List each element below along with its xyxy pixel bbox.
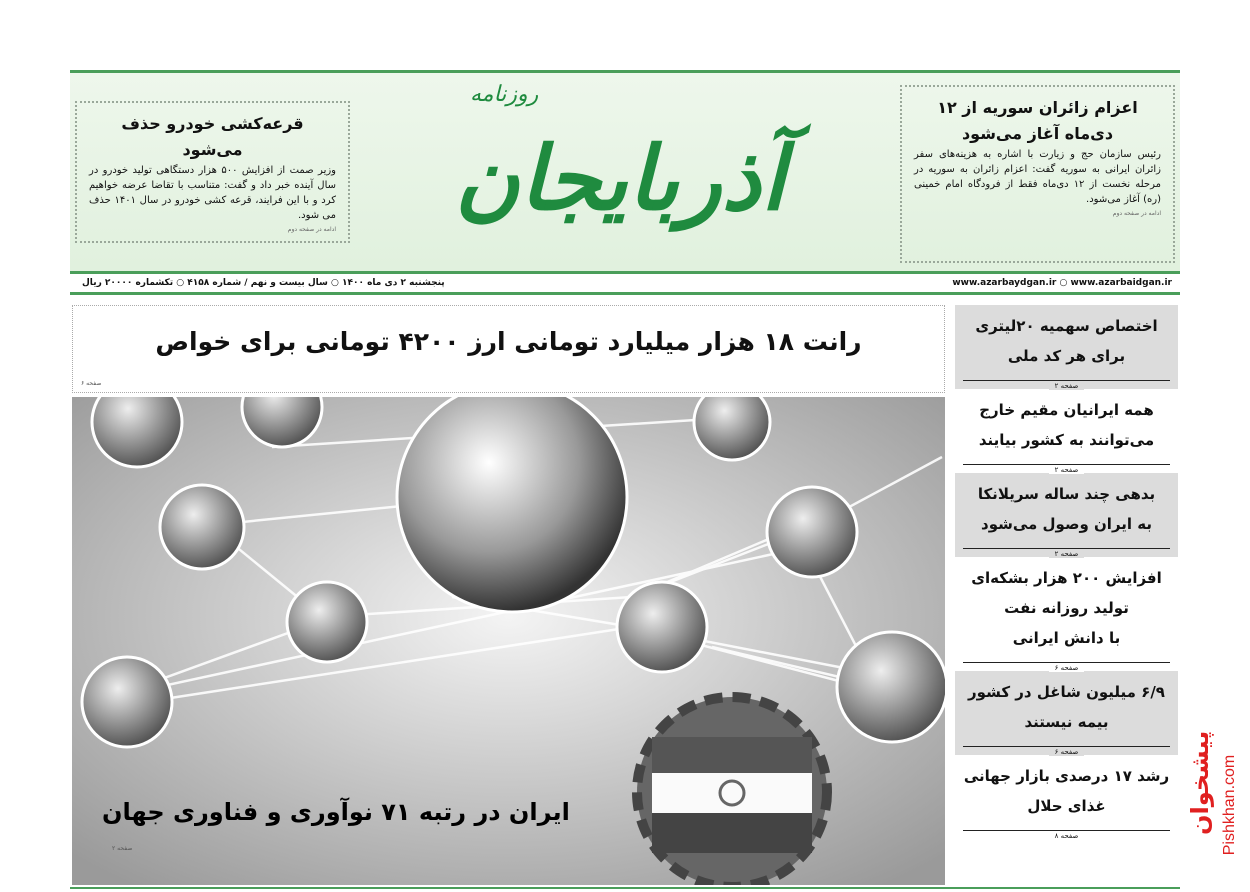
photo-caption: ایران در رتبه ۷۱ نوآوری و فناوری جهان — [102, 798, 570, 826]
news-box-car-lottery[interactable] — [75, 101, 350, 243]
watermark-fa: پیشخوان — [1186, 730, 1214, 835]
page-ref-divider — [959, 457, 1174, 474]
page-ref: صفحه ۸ — [1049, 832, 1085, 840]
news-box-syria-pilgrims[interactable] — [900, 85, 1175, 263]
page-ref-divider — [959, 739, 1174, 756]
news-item-title-line: افزایش ۲۰۰ هزار بشکه‌ای — [971, 569, 1162, 587]
sidebar-news-list — [955, 305, 1178, 839]
news-item-title-line: همه ایرانیان مقیم خارج — [979, 401, 1154, 419]
news-item-title-line: تولید روزانه نفت — [1004, 599, 1129, 617]
news-item-title-line: با دانش ایرانی — [1012, 629, 1121, 647]
headline-title: رانت ۱۸ هزار میلیارد تومانی ارز ۴۲۰۰ تومانی برای خواص — [155, 327, 862, 356]
page-ref-divider — [959, 373, 1174, 390]
news-item-title-line: رشد ۱۷ درصدی بازار جهانی — [963, 767, 1170, 785]
news-item-title-line: می‌توانند به کشور بیایند — [978, 431, 1155, 449]
box-title: قرعه‌کشی خودرو حذف می‌شود — [121, 114, 304, 159]
sidebar-news-item[interactable] — [955, 671, 1178, 755]
issue-date: پنجشنبه ۲ دی ماه ۱۴۰۰ ○ سال بیست و نهم / شماره ۴۱۵۸ ○ تکشماره ۲۰۰۰۰ ریال — [82, 278, 445, 288]
page-ref: صفحه ۲ — [1049, 382, 1085, 390]
box-body: وزیر صمت از افزایش ۵۰۰ هزار دستگاهی تولید خودرو در سال آینده خبر داد و گفت: متناسب با تقاضا عرضه خواهیم کرد و با این فرایند، قرعه کشی خودرو در سال ۱۴۰۱ حذف می شود. — [89, 165, 337, 221]
page-ref: صفحه ۲ — [1049, 466, 1085, 474]
sidebar-news-item[interactable] — [955, 389, 1178, 473]
main-headline[interactable] — [72, 305, 945, 393]
iran-flag-gear — [637, 697, 827, 885]
website-links[interactable]: www.azarbaydgan.ir ○ www.azarbaidgan.ir — [952, 278, 1172, 288]
sidebar-news-item[interactable] — [955, 473, 1178, 557]
news-item-title-line: غذای حلال — [1027, 797, 1106, 815]
page-ref-divider — [959, 655, 1174, 672]
page-ref: صفحه ۲ — [1049, 550, 1085, 558]
page-ref: صفحه ۲ — [112, 845, 133, 852]
continued-note: ادامه در صفحه دوم — [1112, 210, 1161, 217]
main-photo[interactable] — [72, 397, 945, 885]
bottom-rule — [70, 887, 1180, 889]
page-ref: صفحه ۶ — [1049, 664, 1085, 672]
watermark-en: Pishkhan.com — [1221, 754, 1238, 856]
news-item-title-line: ۶/۹ میلیون شاغل در کشور — [968, 683, 1165, 701]
sidebar-news-item[interactable] — [955, 305, 1178, 389]
box-body: رئیس سازمان حج و زیارت با اشاره به هزینه‌های سفر زائران ایرانی به سوریه گفت: اعزام زائران به سوریه در مرحله نخست از ۱۲ دی‌ماه فقط از فرودگاه امام خمینی (ره) آغاز می‌شود. — [914, 149, 1161, 205]
masthead — [70, 70, 1180, 295]
news-item-title-line: به ایران وصول می‌شود — [981, 515, 1152, 533]
newspaper-logo — [410, 73, 830, 268]
page-ref-divider — [959, 823, 1174, 840]
news-item-title-line: بیمه نیستند — [1024, 713, 1109, 731]
dateline-bar — [70, 271, 1180, 295]
logo-text: آذربایجان — [454, 126, 786, 230]
continued-note: ادامه در صفحه دوم — [287, 226, 336, 233]
sidebar-news-item[interactable] — [955, 755, 1178, 839]
box-title: اعزام زائران سوریه از ۱۲ دی‌ماه آغاز می‌شود — [937, 98, 1138, 143]
page-ref: صفحه ۶ — [81, 380, 102, 387]
page-ref-divider — [959, 541, 1174, 558]
page-ref: صفحه ۶ — [1049, 748, 1085, 756]
news-item-title-line: اختصاص سهمیه ۲۰لیتری — [975, 317, 1158, 335]
news-item-title-line: بدهی چند ساله سریلانکا — [977, 485, 1156, 503]
news-item-title-line: برای هر کد ملی — [1007, 347, 1126, 365]
logo-subtitle: روزنامه — [470, 82, 539, 107]
sidebar-news-item[interactable] — [955, 557, 1178, 671]
